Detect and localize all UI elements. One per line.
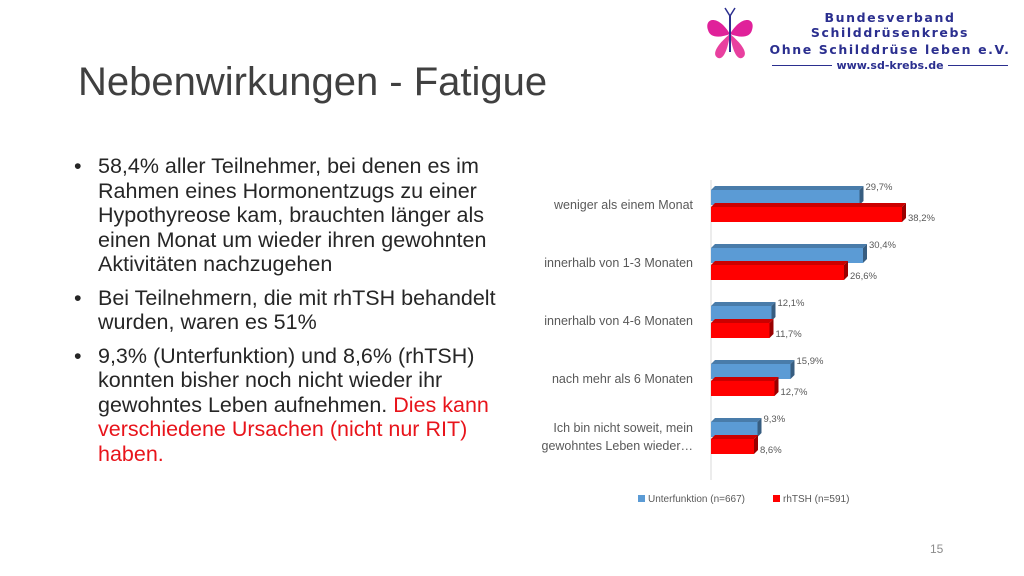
bar — [711, 439, 754, 454]
legend-swatch — [773, 495, 780, 502]
logo-rule-right — [948, 65, 1008, 67]
legend-label: rhTSH (n=591) — [783, 494, 850, 505]
category-label: Ich bin nicht soweit, mein gewohntes Leben wieder… — [541, 421, 693, 453]
bullet-highlight-text: Dies kann verschiedene Ursachen (nicht nur RIT) haben. — [98, 392, 489, 466]
data-label: 8,6% — [760, 445, 782, 456]
bar — [711, 364, 791, 379]
bar — [711, 381, 775, 396]
logo-text — [760, 10, 1020, 72]
bar — [711, 265, 844, 280]
logo-url[interactable]: www.sd-krebs.de — [836, 59, 944, 72]
butterfly-logo-icon — [700, 4, 760, 64]
data-label: 11,7% — [775, 329, 802, 340]
bar-top-face — [711, 186, 864, 190]
category-label: innerhalb von 1-3 Monaten — [544, 256, 693, 270]
bar-top-face — [711, 261, 848, 265]
legend-swatch — [638, 495, 645, 502]
bar-top-face — [711, 418, 762, 422]
bar-chart — [515, 175, 970, 515]
logo-rule-left — [772, 65, 832, 67]
bar — [711, 306, 772, 321]
data-label: 12,7% — [780, 387, 808, 398]
category-label: nach mehr als 6 Monaten — [551, 372, 693, 386]
bullet-dot-icon: • — [74, 285, 82, 310]
bar-top-face — [711, 244, 867, 248]
logo-org-name: Bundesverband Schilddrüsenkrebs — [810, 10, 970, 40]
bar — [711, 190, 860, 205]
bullet-dot-icon: • — [74, 343, 82, 368]
bar — [711, 248, 863, 263]
data-label: 9,3% — [763, 414, 786, 425]
bar-top-face — [711, 360, 795, 364]
bullet-text: Bei Teilnehmern, die mit rhTSH behandelt wurden, waren es 51% — [98, 285, 496, 334]
bar — [711, 207, 902, 222]
data-label: 38,2% — [908, 213, 935, 224]
bar-top-face — [711, 203, 906, 207]
bullet-text: 58,4% aller Teilnehmer, bei denen es im Rahmen eines Hormonentzugs zu einer Hypothyreose kam, brauchten länger als einen Monat um wieder ihren gewohnten Aktivitäten nachzugehen — [98, 154, 487, 276]
bullet-item — [72, 286, 502, 335]
logo-url-row — [760, 59, 1020, 72]
data-label: 30,4% — [869, 240, 896, 251]
page-number: 15 — [930, 542, 944, 556]
bar — [711, 323, 770, 338]
bar — [711, 422, 758, 437]
data-label: 29,7% — [865, 182, 893, 193]
data-label: 15,9% — [796, 356, 824, 367]
category-label: weniger als einem Monat — [554, 198, 693, 212]
logo-org-subtitle: Ohne Schilddrüse leben e.V. — [769, 42, 1011, 57]
bar-top-face — [711, 319, 774, 323]
bar-top-face — [711, 302, 776, 306]
slide-title: Nebenwirkungen - Fatigue — [78, 60, 548, 104]
category-label: innerhalb von 4-6 Monaten — [544, 314, 693, 328]
bullet-item — [72, 154, 502, 277]
bullet-list — [72, 154, 502, 475]
data-label: 26,6% — [850, 271, 877, 282]
bar-top-face — [711, 435, 758, 439]
bullet-text: 9,3% (Unterfunktion) und 8,6% (rhTSH) konnten bisher noch nicht wieder ihr gewohntes Leben aufnehmen. — [98, 343, 475, 417]
bullet-item — [72, 344, 502, 467]
bar-top-face — [711, 377, 779, 381]
legend-label: Unterfunktion (n=667) — [648, 494, 746, 505]
logo — [700, 4, 1020, 72]
data-label: 12,1% — [777, 298, 805, 309]
bullet-dot-icon: • — [74, 154, 82, 178]
